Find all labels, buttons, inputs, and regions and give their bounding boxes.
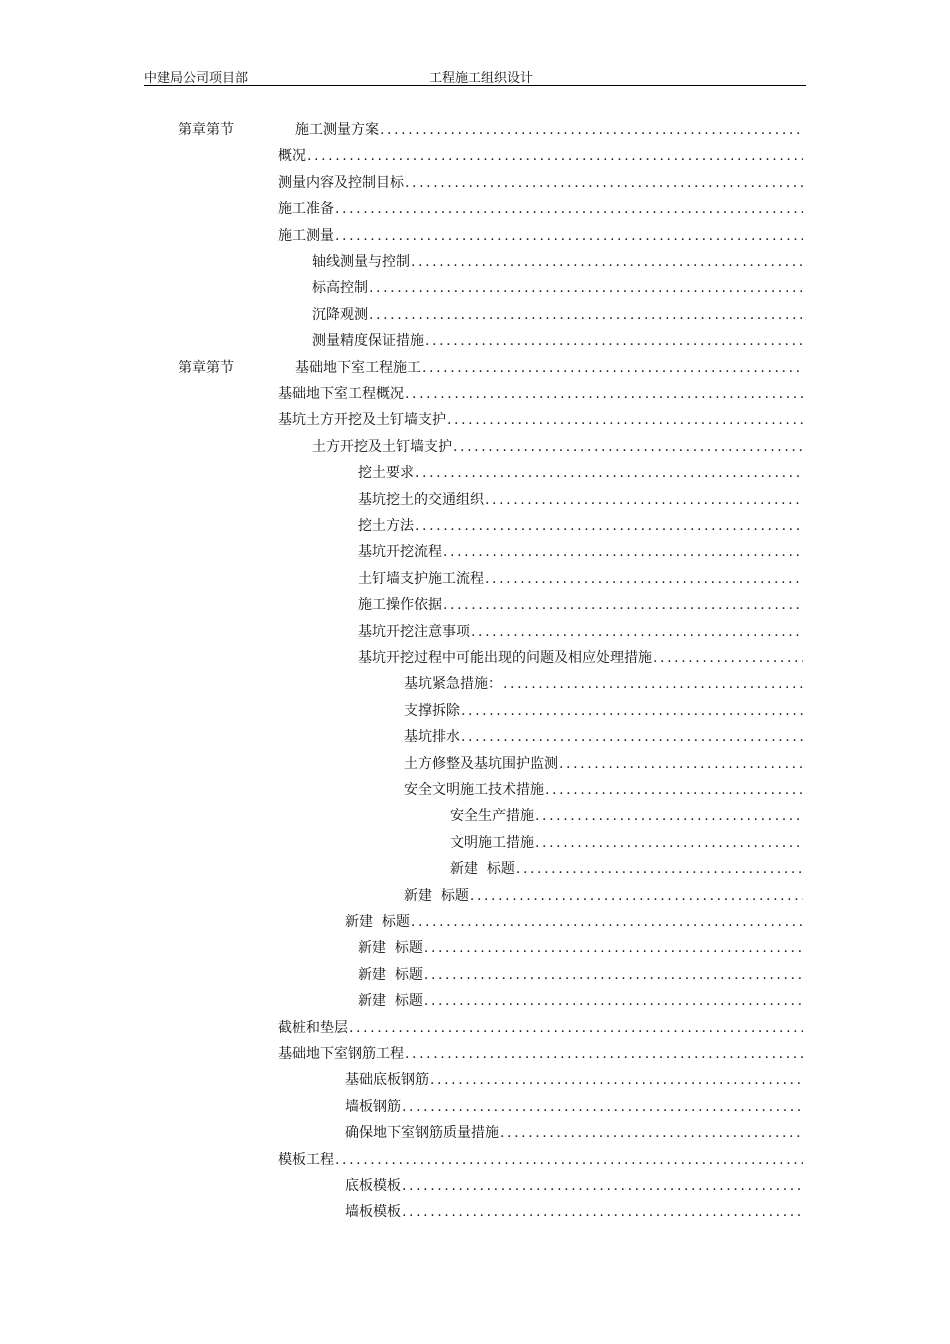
toc-entry-title: 施工操作依据 bbox=[358, 597, 442, 614]
toc-dot-leader bbox=[446, 409, 803, 431]
toc-entry[interactable] bbox=[358, 647, 803, 669]
toc-dot-leader bbox=[423, 990, 803, 1012]
toc-dot-leader bbox=[401, 1201, 803, 1223]
toc-dot-leader bbox=[410, 911, 803, 933]
toc-dot-leader bbox=[442, 594, 803, 616]
toc-entry[interactable] bbox=[358, 964, 803, 986]
toc-dot-leader bbox=[424, 330, 803, 352]
toc-entry-title: 测量内容及控制目标 bbox=[278, 174, 404, 191]
toc-entry-title: 新建 标题 bbox=[404, 887, 469, 904]
toc-dot-leader bbox=[534, 832, 803, 854]
toc-entry-title: 墙板钢筋 bbox=[345, 1098, 401, 1115]
toc-entry[interactable] bbox=[312, 330, 803, 352]
toc-entry[interactable] bbox=[312, 277, 803, 299]
toc-entry-title: 土方开挖及土钉墙支护 bbox=[312, 438, 452, 455]
toc-dot-leader bbox=[534, 805, 803, 827]
toc-dot-leader bbox=[414, 462, 803, 484]
toc-entry-title: 模板工程 bbox=[278, 1151, 334, 1168]
header-document-title: 工程施工组织设计 bbox=[429, 71, 534, 86]
toc-dot-leader bbox=[515, 858, 803, 880]
toc-dot-leader bbox=[558, 753, 803, 775]
toc-dot-leader bbox=[401, 1175, 803, 1197]
toc-dot-leader bbox=[334, 225, 803, 247]
toc-entry[interactable] bbox=[450, 832, 803, 854]
toc-dot-leader bbox=[414, 515, 803, 537]
toc-entry-title: 土方修整及基坑围护监测 bbox=[404, 755, 558, 772]
toc-entry-title: 基坑开挖过程中可能出现的问题及相应处理措施 bbox=[358, 650, 652, 666]
toc-entry[interactable] bbox=[278, 1043, 803, 1065]
toc-entry-title: 挖土方法 bbox=[358, 518, 414, 534]
toc-dot-leader bbox=[502, 673, 803, 695]
toc-dot-leader bbox=[404, 1043, 803, 1065]
toc-dot-leader bbox=[379, 119, 803, 141]
toc-dot-leader bbox=[404, 383, 803, 405]
toc-dot-leader bbox=[499, 1122, 803, 1144]
toc-entry[interactable] bbox=[278, 225, 803, 247]
toc-entry-title: 施工准备 bbox=[278, 201, 334, 218]
toc-entry-title: 基础地下室工程施工 bbox=[295, 359, 421, 376]
toc-entry[interactable] bbox=[278, 409, 803, 431]
toc-entry[interactable] bbox=[345, 1096, 803, 1118]
toc-entry[interactable] bbox=[278, 145, 803, 167]
toc-entry[interactable] bbox=[312, 251, 803, 273]
toc-entry-title: 新建 标题 bbox=[450, 861, 515, 878]
toc-entry[interactable] bbox=[358, 990, 803, 1012]
toc-entry-title: 基础底板钢筋 bbox=[345, 1072, 429, 1089]
header-company: 中建局公司项目部 bbox=[144, 71, 249, 86]
toc-entry[interactable] bbox=[358, 515, 803, 537]
toc-dot-leader bbox=[460, 726, 803, 748]
page-header bbox=[144, 66, 806, 86]
toc-dot-leader bbox=[306, 145, 803, 167]
toc-entry[interactable] bbox=[404, 885, 803, 907]
toc-dot-leader bbox=[469, 885, 803, 907]
toc-dot-leader bbox=[470, 621, 803, 643]
toc-entry[interactable] bbox=[358, 621, 803, 643]
toc-dot-leader bbox=[652, 647, 803, 669]
toc-entry-title: 基础地下室钢筋工程 bbox=[278, 1046, 404, 1062]
toc-entry-title: 土钉墙支护施工流程 bbox=[358, 570, 484, 587]
toc-entry[interactable] bbox=[345, 1122, 803, 1144]
toc-entry[interactable] bbox=[450, 858, 803, 880]
toc-entry-title: 新建 标题 bbox=[358, 966, 423, 983]
toc-entry-title: 新建 标题 bbox=[345, 914, 410, 930]
toc-dot-leader bbox=[404, 172, 803, 194]
toc-chapter-prefix: 第章第节 bbox=[178, 122, 234, 138]
toc-entry-title: 标高控制 bbox=[312, 280, 368, 297]
toc-dot-leader bbox=[544, 779, 803, 801]
toc-entry-title: 基坑挖土的交通组织 bbox=[358, 491, 484, 508]
toc-entry-title: 安全生产措施 bbox=[450, 808, 534, 825]
toc-entry-title: 截桩和垫层 bbox=[278, 1019, 348, 1036]
toc-dot-leader bbox=[421, 357, 803, 379]
toc-dot-leader bbox=[423, 964, 803, 986]
toc-entry-title: 文明施工措施 bbox=[450, 834, 534, 851]
toc-entry-title: 基础地下室工程概况 bbox=[278, 386, 404, 402]
toc-entry[interactable] bbox=[358, 568, 803, 590]
toc-entry[interactable] bbox=[404, 779, 803, 801]
toc-entry[interactable] bbox=[358, 541, 803, 563]
toc-entry-title: 新建 标题 bbox=[358, 940, 423, 957]
toc-entry[interactable] bbox=[345, 1201, 803, 1223]
toc-entry-title: 基坑开挖注意事项 bbox=[358, 623, 470, 640]
toc-dot-leader bbox=[429, 1069, 803, 1091]
toc-entry-title: 概况 bbox=[278, 148, 306, 165]
toc-entry[interactable] bbox=[278, 198, 803, 220]
toc-dot-leader bbox=[410, 251, 803, 273]
toc-dot-leader bbox=[460, 700, 803, 722]
toc-entry-title: 基坑排水 bbox=[404, 729, 460, 746]
toc-entry-title: 基坑紧急措施： bbox=[404, 676, 502, 693]
toc-dot-leader bbox=[423, 937, 803, 959]
toc-entry-title: 施工测量 bbox=[278, 227, 334, 244]
toc-entry-title: 安全文明施工技术措施 bbox=[404, 782, 544, 798]
toc-dot-leader bbox=[484, 568, 803, 590]
toc-entry-title: 基坑土方开挖及土钉墙支护 bbox=[278, 412, 446, 429]
toc-entry[interactable] bbox=[450, 805, 803, 827]
toc-entry[interactable] bbox=[312, 304, 803, 326]
toc-entry[interactable] bbox=[358, 937, 803, 959]
toc-entry[interactable] bbox=[358, 594, 803, 616]
toc-entry[interactable] bbox=[278, 383, 803, 405]
toc-entry[interactable] bbox=[404, 726, 803, 748]
toc-entry[interactable] bbox=[358, 462, 803, 484]
toc-entry-title: 挖土要求 bbox=[358, 465, 414, 482]
toc-entry-title: 测量精度保证措施 bbox=[312, 333, 424, 350]
toc-entry-title: 新建 标题 bbox=[358, 993, 423, 1010]
toc-dot-leader bbox=[401, 1096, 803, 1118]
toc-entry[interactable] bbox=[295, 357, 803, 379]
toc-entry[interactable] bbox=[345, 911, 803, 933]
toc-dot-leader bbox=[484, 489, 803, 511]
toc-entry[interactable] bbox=[295, 119, 803, 141]
toc-entry[interactable] bbox=[278, 172, 803, 194]
toc-entry[interactable] bbox=[345, 1175, 803, 1197]
toc-dot-leader bbox=[442, 541, 803, 563]
toc-entry[interactable] bbox=[404, 700, 803, 722]
toc-entry-title: 支撑拆除 bbox=[404, 702, 460, 719]
toc-dot-leader bbox=[368, 277, 803, 299]
toc-entry-title: 施工测量方案 bbox=[295, 122, 379, 138]
toc-dot-leader bbox=[452, 436, 803, 458]
toc-dot-leader bbox=[334, 1149, 803, 1171]
toc-entry-title: 轴线测量与控制 bbox=[312, 254, 410, 270]
toc-entry-title: 沉降观测 bbox=[312, 306, 368, 323]
toc-entry[interactable] bbox=[358, 489, 803, 511]
toc-chapter-prefix: 第章第节 bbox=[178, 359, 234, 376]
toc-entry[interactable] bbox=[278, 1149, 803, 1171]
toc-entry-title: 墙板模板 bbox=[345, 1204, 401, 1221]
toc-entry[interactable] bbox=[345, 1069, 803, 1091]
toc-entry[interactable] bbox=[404, 673, 803, 695]
toc-entry-title: 基坑开挖流程 bbox=[358, 544, 442, 561]
toc-entry-title: 底板模板 bbox=[345, 1178, 401, 1194]
toc-entry[interactable] bbox=[312, 436, 803, 458]
toc-entry-title: 确保地下室钢筋质量措施 bbox=[345, 1125, 499, 1142]
toc-dot-leader bbox=[334, 198, 803, 220]
toc-entry[interactable] bbox=[278, 1017, 803, 1039]
toc-dot-leader bbox=[348, 1017, 803, 1039]
toc-dot-leader bbox=[368, 304, 803, 326]
toc-entry[interactable] bbox=[404, 753, 803, 775]
